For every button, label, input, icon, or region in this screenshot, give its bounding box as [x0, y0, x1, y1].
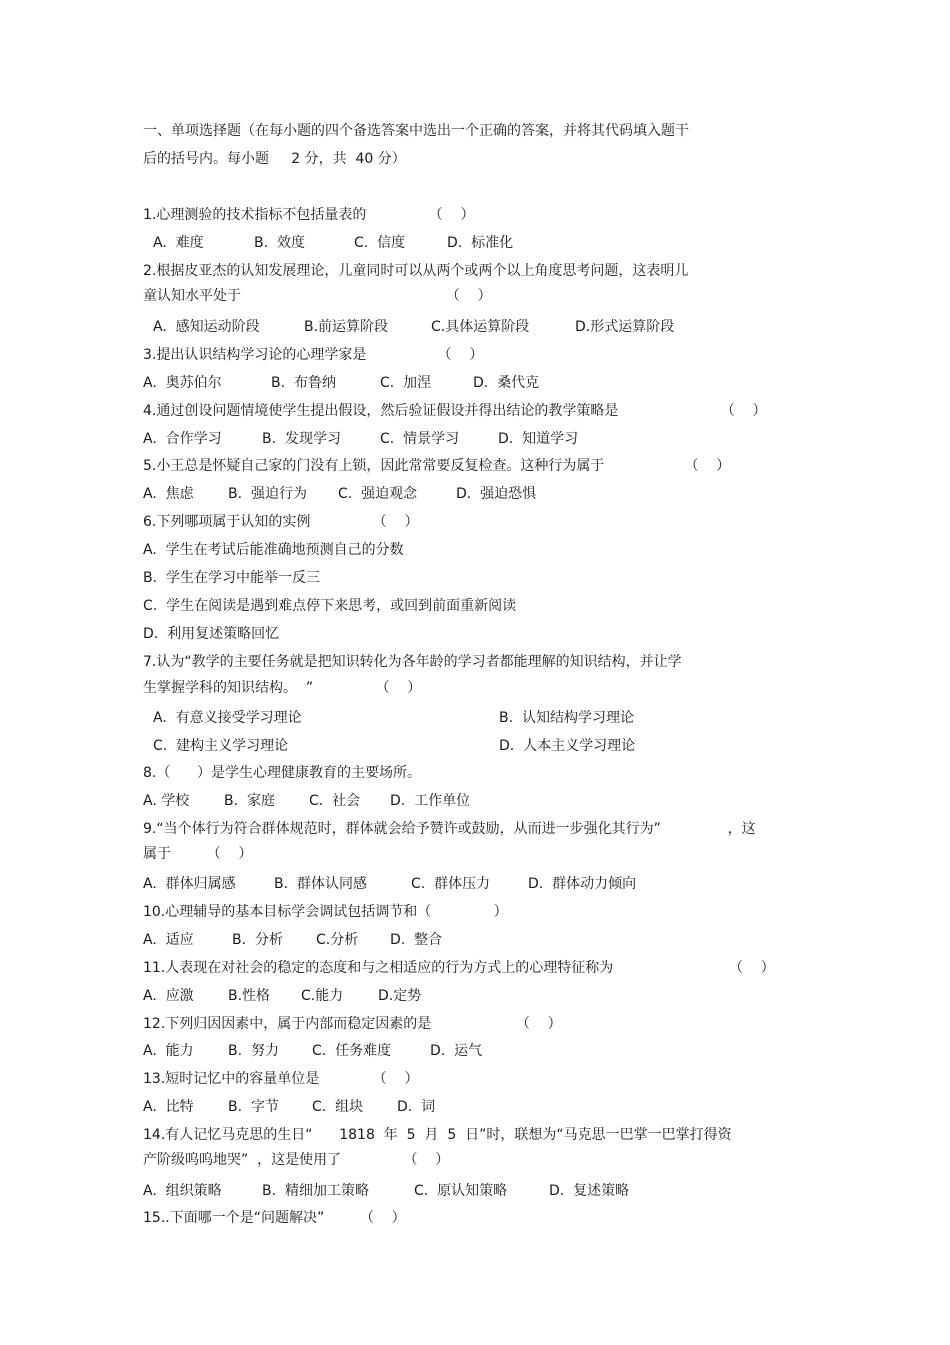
question-stem: 7.认为“教学的主要任务就是把知识转化为各年龄的学习者都能理解的知识结构，并让学 [143, 654, 682, 670]
question-stem: 8.（ ）是学生心理健康教育的主要场所。 [143, 765, 422, 781]
question-stem: 2.根据皮亚杰的认知发展理论，儿童同时可以从两个或两个以上角度思考问题，这表明儿 [143, 263, 689, 279]
option: C. 社会 [309, 793, 361, 809]
question-stem: 15..下面哪一个是“问题解决” （ ） [143, 1210, 406, 1226]
option: B. 群体认同感 [274, 876, 367, 892]
option: A. 学校 [143, 793, 190, 809]
question-stem: 1.心理测验的技术指标不包括量表的 （ ） [143, 207, 475, 223]
option: C. 原认知策略 [414, 1183, 508, 1199]
question-stem-cont: 属于 （ ） [143, 846, 253, 862]
question-stem: 5.小王总是怀疑自己家的门没有上锁，因此常常要反复检查。这种行为属于 （ ） [143, 458, 731, 474]
option: C.能力 [301, 988, 344, 1004]
option: C.分析 [316, 932, 359, 948]
option: A. 能力 [143, 1043, 194, 1059]
option: A. 有意义接受学习理论 [153, 710, 302, 726]
question-stem: 11.人表现在对社会的稳定的态度和与之相适应的行为方式上的心理特征称为 （ ） [143, 960, 775, 976]
question-stem: 10.心理辅导的基本目标学会调试包括调节和（ ） [143, 904, 508, 920]
option: D.定势 [378, 988, 422, 1004]
option: C. 群体压力 [411, 876, 491, 892]
question-stem: 6.下列哪项属于认知的实例 （ ） [143, 514, 419, 530]
option: A. 感知运动阶段 [153, 319, 260, 335]
option: B. 努力 [228, 1043, 279, 1059]
option: D. 运气 [430, 1043, 483, 1059]
option: B.性格 [228, 988, 271, 1004]
option: D. 强迫恐惧 [456, 486, 537, 502]
option: A. 应激 [143, 988, 194, 1004]
question-stem: 12.下列归因因素中，属于内部而稳定因素的是 （ ） [143, 1016, 562, 1032]
option: A. 难度 [153, 235, 204, 251]
option: B. 字节 [228, 1099, 279, 1115]
option: C. 加涅 [380, 375, 432, 391]
question-stem: 13.短时记忆中的容量单位是 （ ） [143, 1071, 419, 1087]
option: C. 学生在阅读是遇到难点停下来思考，或回到前面重新阅读 [143, 598, 517, 614]
question-stem-cont: 生掌握学科的知识结构。 ” （ ） [143, 680, 422, 696]
option: C. 情景学习 [380, 431, 460, 447]
option: B.前运算阶段 [304, 319, 389, 335]
question-stem-cont: 产阶级呜呜地哭” ，这是使用了 （ ） [143, 1152, 450, 1168]
option: A. 合作学习 [143, 431, 222, 447]
section-heading-cont: 后的括号内。每小题 2 分，共 40 分） [143, 151, 406, 167]
question-stem-cont: 童认知水平处于 （ ） [143, 288, 492, 304]
option: D. 人本主义学习理论 [499, 738, 636, 754]
option: C.具体运算阶段 [431, 319, 530, 335]
option: A. 学生在考试后能准确地预测自己的分数 [143, 542, 404, 558]
option: D. 利用复述策略回忆 [143, 626, 280, 642]
option: B. 分析 [232, 932, 283, 948]
option: D. 知道学习 [498, 431, 579, 447]
option: C. 建构主义学习理论 [153, 738, 289, 754]
question-stem: 9.“当个体行为符合群体规范时，群体就会给予赞许或鼓励，从而进一步强化其行为” ，这 [143, 821, 756, 837]
option: B. 布鲁纳 [271, 375, 336, 391]
option: D. 群体动力倾向 [528, 876, 637, 892]
option: A. 焦虑 [143, 486, 194, 502]
option: B. 强迫行为 [228, 486, 307, 502]
option: D. 复述策略 [549, 1183, 630, 1199]
option: B. 认知结构学习理论 [499, 710, 634, 726]
option: A. 群体归属感 [143, 876, 236, 892]
option: C. 任务难度 [312, 1043, 392, 1059]
option: D. 标准化 [447, 235, 514, 251]
option: C. 组块 [312, 1099, 364, 1115]
option: B. 家庭 [224, 793, 275, 809]
option: A. 组织策略 [143, 1183, 222, 1199]
option: B. 学生在学习中能举一反三 [143, 570, 320, 586]
option: A. 奥苏伯尔 [143, 375, 222, 391]
option: A. 适应 [143, 932, 194, 948]
question-stem: 14.有人记忆马克思的生日“ 1818 年 5 月 5 日”时，联想为“马克思一巴掌一巴掌打得资 [143, 1127, 732, 1143]
question-stem: 3.提出认识结构学习论的心理学家是 （ ） [143, 347, 484, 363]
option: D. 整合 [390, 932, 443, 948]
option: D. 桑代克 [473, 375, 540, 391]
section-heading: 一、单项选择题（在每小题的四个备选答案中选出一个正确的答案，并将其代码填入题干 [143, 123, 689, 139]
option: D. 词 [397, 1099, 436, 1115]
question-stem: 4.通过创设问题情境使学生提出假设，然后验证假设并得出结论的教学策略是 （ ） [143, 403, 767, 419]
option: B. 效度 [254, 235, 305, 251]
option: C. 强迫观念 [338, 486, 418, 502]
option: B. 发现学习 [262, 431, 341, 447]
option: D. 工作单位 [390, 793, 471, 809]
option: B. 精细加工策略 [262, 1183, 369, 1199]
option: D.形式运算阶段 [575, 319, 675, 335]
option: A. 比特 [143, 1099, 194, 1115]
option: C. 信度 [354, 235, 406, 251]
